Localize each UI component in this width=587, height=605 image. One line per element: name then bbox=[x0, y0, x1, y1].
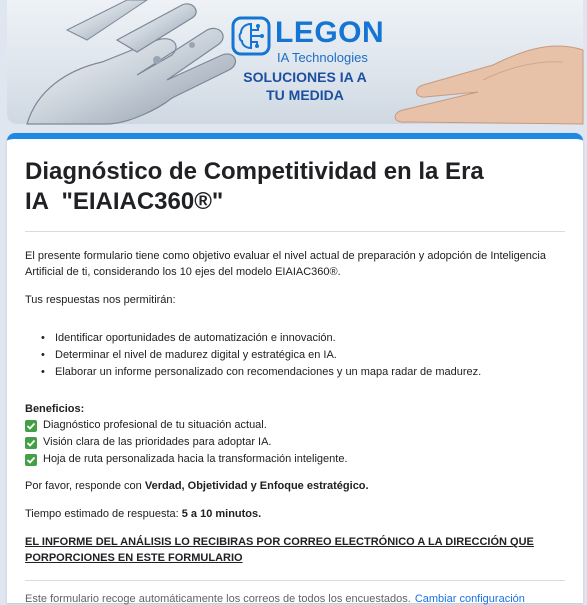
email-report-notice: EL INFORME DEL ANÁLISIS LO RECIBIRAS POR CORREO ELECTRÓNICO A LA DIRECCIÓN QUE PORPORCIONES EN ESTE FORMULARIO bbox=[25, 536, 534, 564]
check-mark-icon bbox=[25, 420, 37, 432]
slogan-line-1: SOLUCIONES IA A bbox=[243, 69, 367, 85]
time-prefix: Tiempo estimado de respuesta: bbox=[25, 508, 182, 520]
lead-text: Tus respuestas nos permitirán: bbox=[25, 294, 176, 306]
time-value: 5 a 10 minutos. bbox=[181, 508, 262, 520]
list-item: • Elaborar un informe personalizado con recomendaciones y un mapa radar de madurez. bbox=[39, 364, 565, 381]
form-description bbox=[25, 248, 565, 566]
company-logo bbox=[225, 12, 395, 108]
form-description-card bbox=[7, 133, 583, 603]
logo-subtitle: IA Technologies bbox=[277, 50, 368, 65]
benefit-item bbox=[25, 451, 565, 468]
intro-text: El presente formulario tiene como objetivo evaluar el nivel actual de preparación y adopción de Inteligencia Artificial de ti, considerando los 10 ejes del modelo EIAIAC360®. bbox=[25, 250, 546, 278]
form-title: Diagnóstico de Competitividad en la Era IA "EIAIAC360®" bbox=[25, 158, 484, 215]
benefit-text: Hoja de ruta personalizada hacia la transformación inteligente. bbox=[43, 453, 348, 465]
change-settings-link[interactable]: Cambiar configuración bbox=[414, 593, 525, 605]
slogan bbox=[225, 68, 385, 104]
logo-name: LEGON bbox=[275, 16, 385, 49]
divider bbox=[25, 580, 565, 581]
bullet-list bbox=[39, 330, 565, 381]
benefits-list bbox=[25, 417, 565, 468]
human-hand-image bbox=[363, 30, 583, 124]
check-mark-icon bbox=[25, 454, 37, 466]
answer-instruction bbox=[25, 478, 565, 494]
brain-circuit-icon bbox=[231, 16, 271, 56]
slogan-line-2: TU MEDIDA bbox=[266, 87, 344, 103]
list-item: • Determinar el nivel de madurez digital y estratégica en IA. bbox=[39, 347, 565, 364]
header-banner bbox=[7, 0, 583, 124]
email-collection-notice bbox=[25, 593, 565, 605]
benefit-item bbox=[25, 417, 565, 434]
check-mark-icon bbox=[25, 437, 37, 449]
benefit-item bbox=[25, 434, 565, 451]
answer-emphasis: Verdad, Objetividad y Enfoque estratégico. bbox=[144, 480, 369, 492]
email-collection-text: Este formulario recoge automáticamente los correos de todos los encuestados. bbox=[25, 593, 411, 605]
list-item: • Identificar oportunidades de automatización e innovación. bbox=[39, 330, 565, 347]
benefit-text: Diagnóstico profesional de tu situación actual. bbox=[43, 419, 267, 431]
benefits-title: Beneficios: bbox=[25, 403, 85, 415]
divider bbox=[25, 231, 565, 232]
answer-prefix: Por favor, responde con bbox=[25, 480, 145, 492]
benefit-text: Visión clara de las prioridades para adoptar IA. bbox=[43, 436, 272, 448]
estimated-time bbox=[25, 506, 565, 522]
